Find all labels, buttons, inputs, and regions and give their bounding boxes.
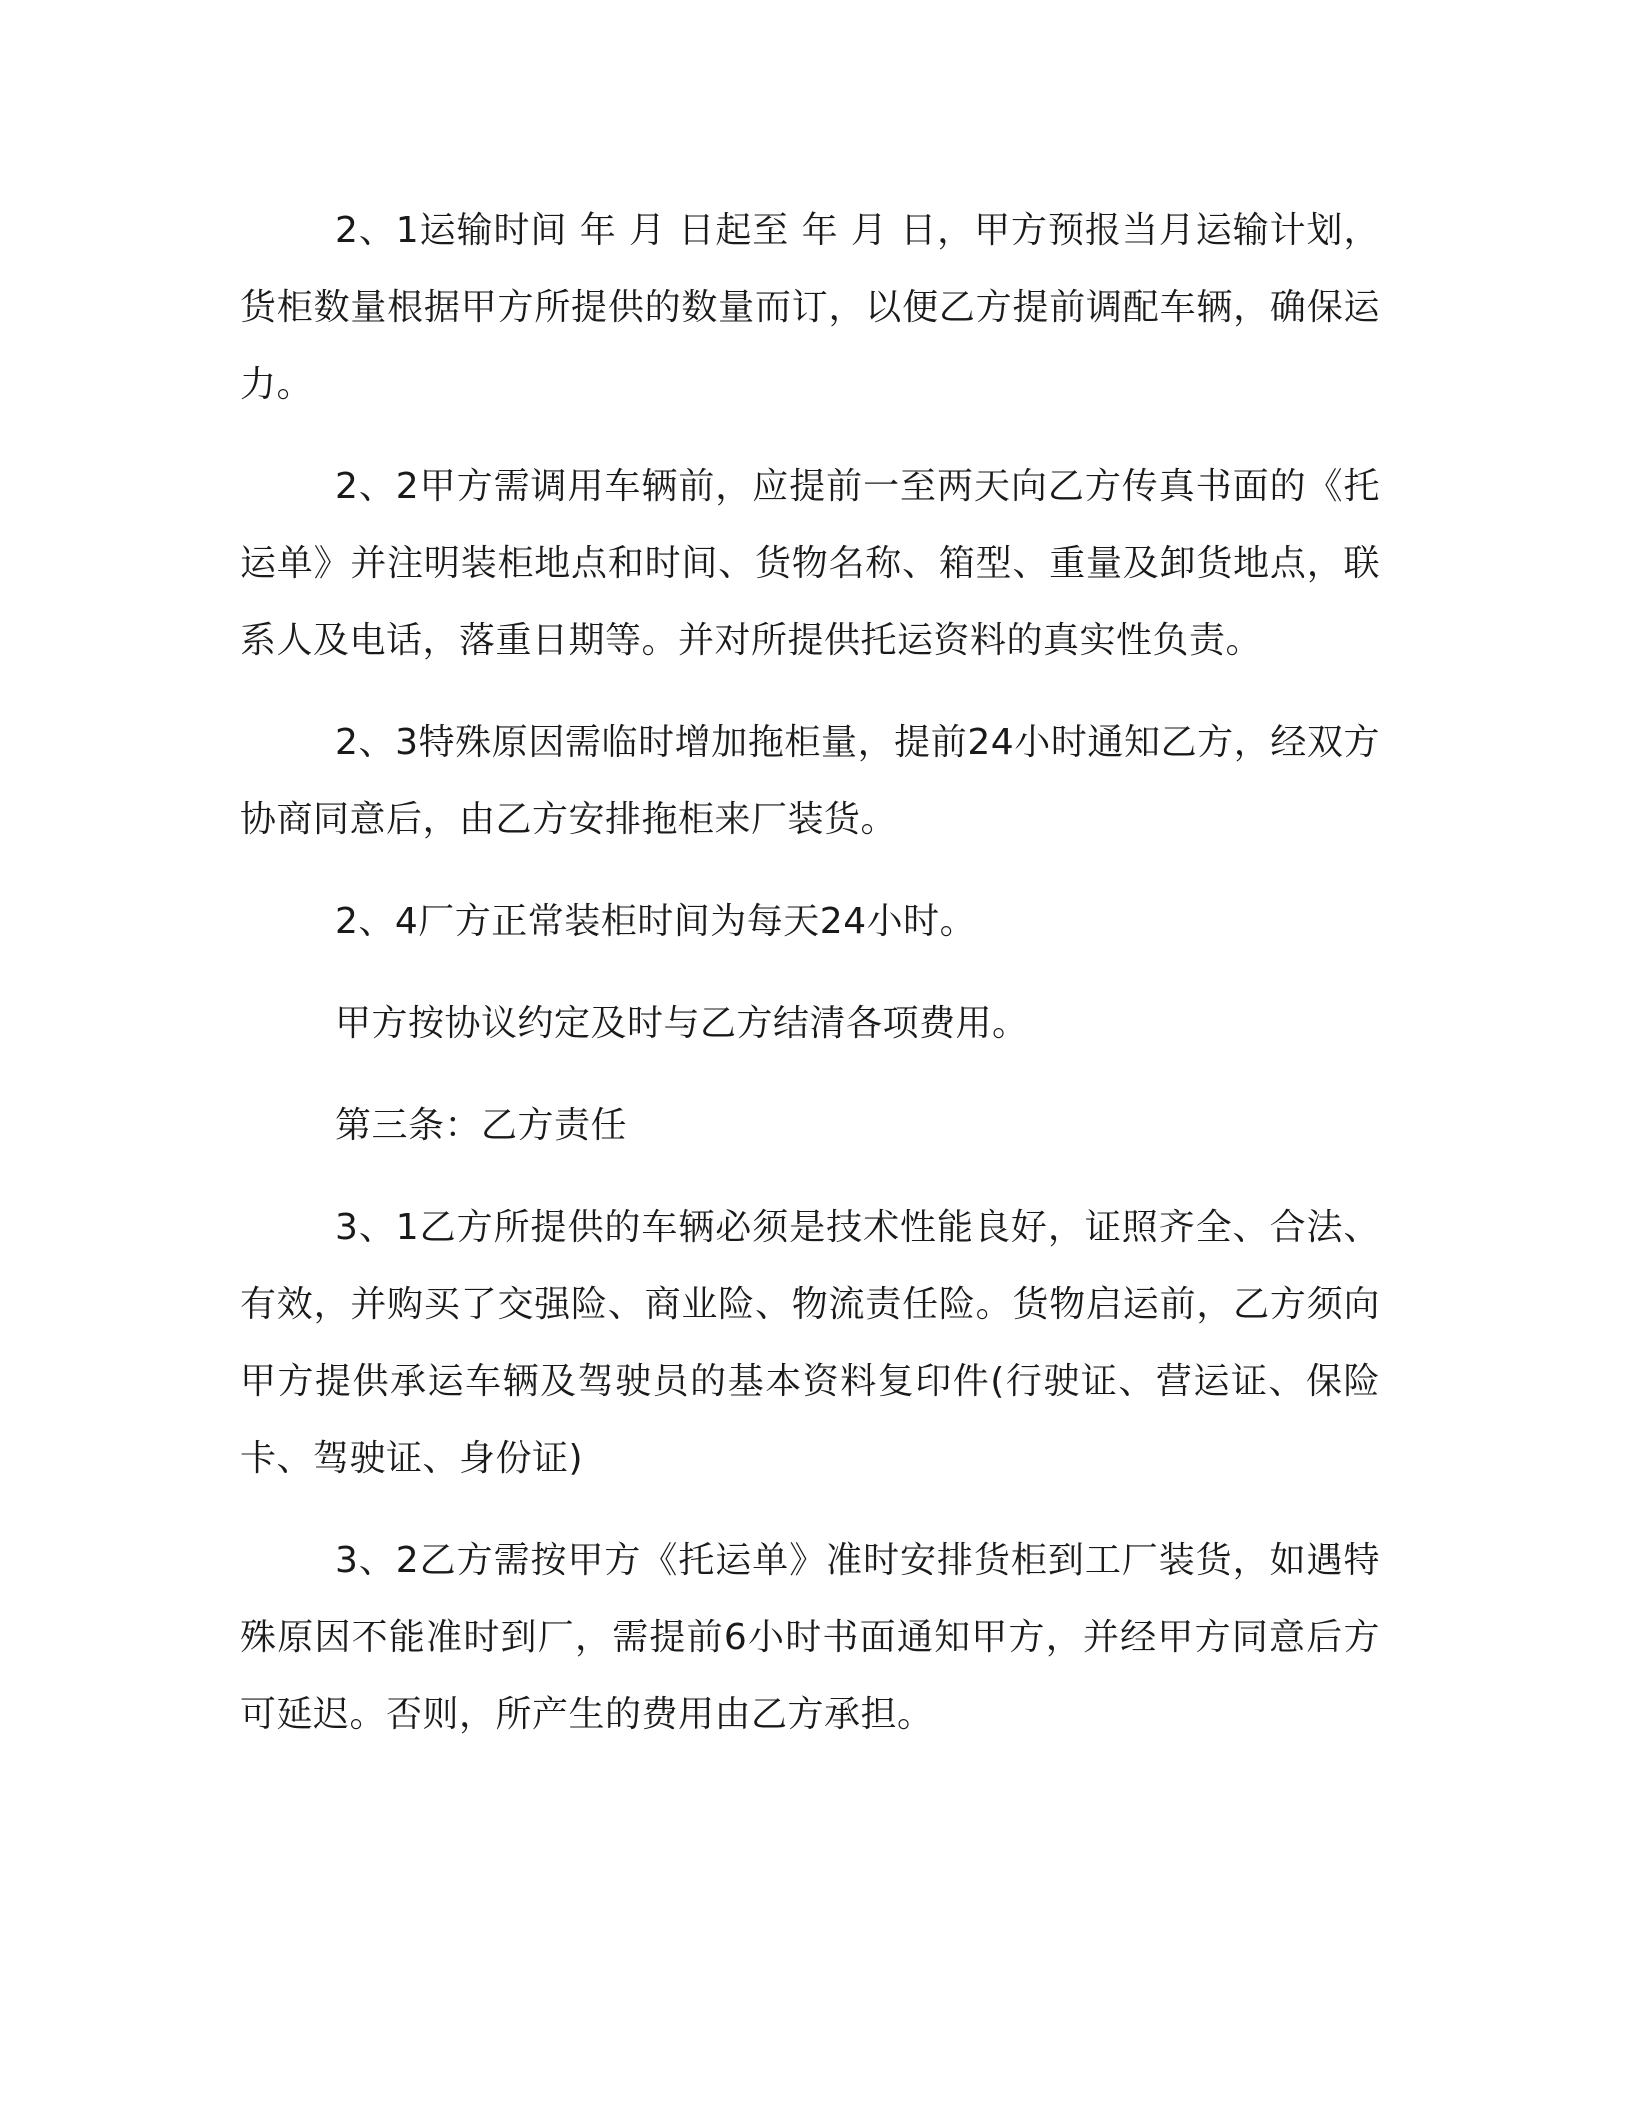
paragraph-payment: 甲方按协议约定及时与乙方结清各项费用。 [335, 1003, 1029, 1044]
section-heading-article-3: 第三条：乙方责任 [335, 1105, 628, 1146]
paragraph-3-1: 3、1乙方所提供的车辆必须是技术性能良好，证照齐全、合法、有效，并购买了交强险、商业险、物流责任险。货物启运前，乙方须向甲方提供承运车辆及驾驶员的基本资料复印件(行驶证、营运证、保险卡、驾驶证、身份证) [240, 1207, 1380, 1479]
paragraph-2-1: 2、1运输时间 年 月 日起至 年 月 日，甲方预报当月运输计划，货柜数量根据甲方所提供的数量而订，以便乙方提前调配车辆，确保运力。 [240, 210, 1380, 405]
paragraph-2-2: 2、2甲方需调用车辆前，应提前一至两天向乙方传真书面的《托运单》并注明装柜地点和时间、货物名称、箱型、重量及卸货地点，联系人及电话，落重日期等。并对所提供托运资料的真实性负责。 [240, 466, 1380, 661]
paragraph-2-3: 2、3特殊原因需临时增加拖柜量，提前24小时通知乙方，经双方协商同意后，由乙方安排拖柜来厂装货。 [240, 722, 1380, 840]
document-body [240, 192, 1380, 1753]
paragraph-3-2: 3、2乙方需按甲方《托运单》准时安排货柜到工厂装货，如遇特殊原因不能准时到厂，需提前6小时书面通知甲方，并经甲方同意后方可延迟。否则，所产生的费用由乙方承担。 [240, 1540, 1380, 1735]
paragraph-2-4: 2、4厂方正常装柜时间为每天24小时。 [335, 901, 977, 942]
